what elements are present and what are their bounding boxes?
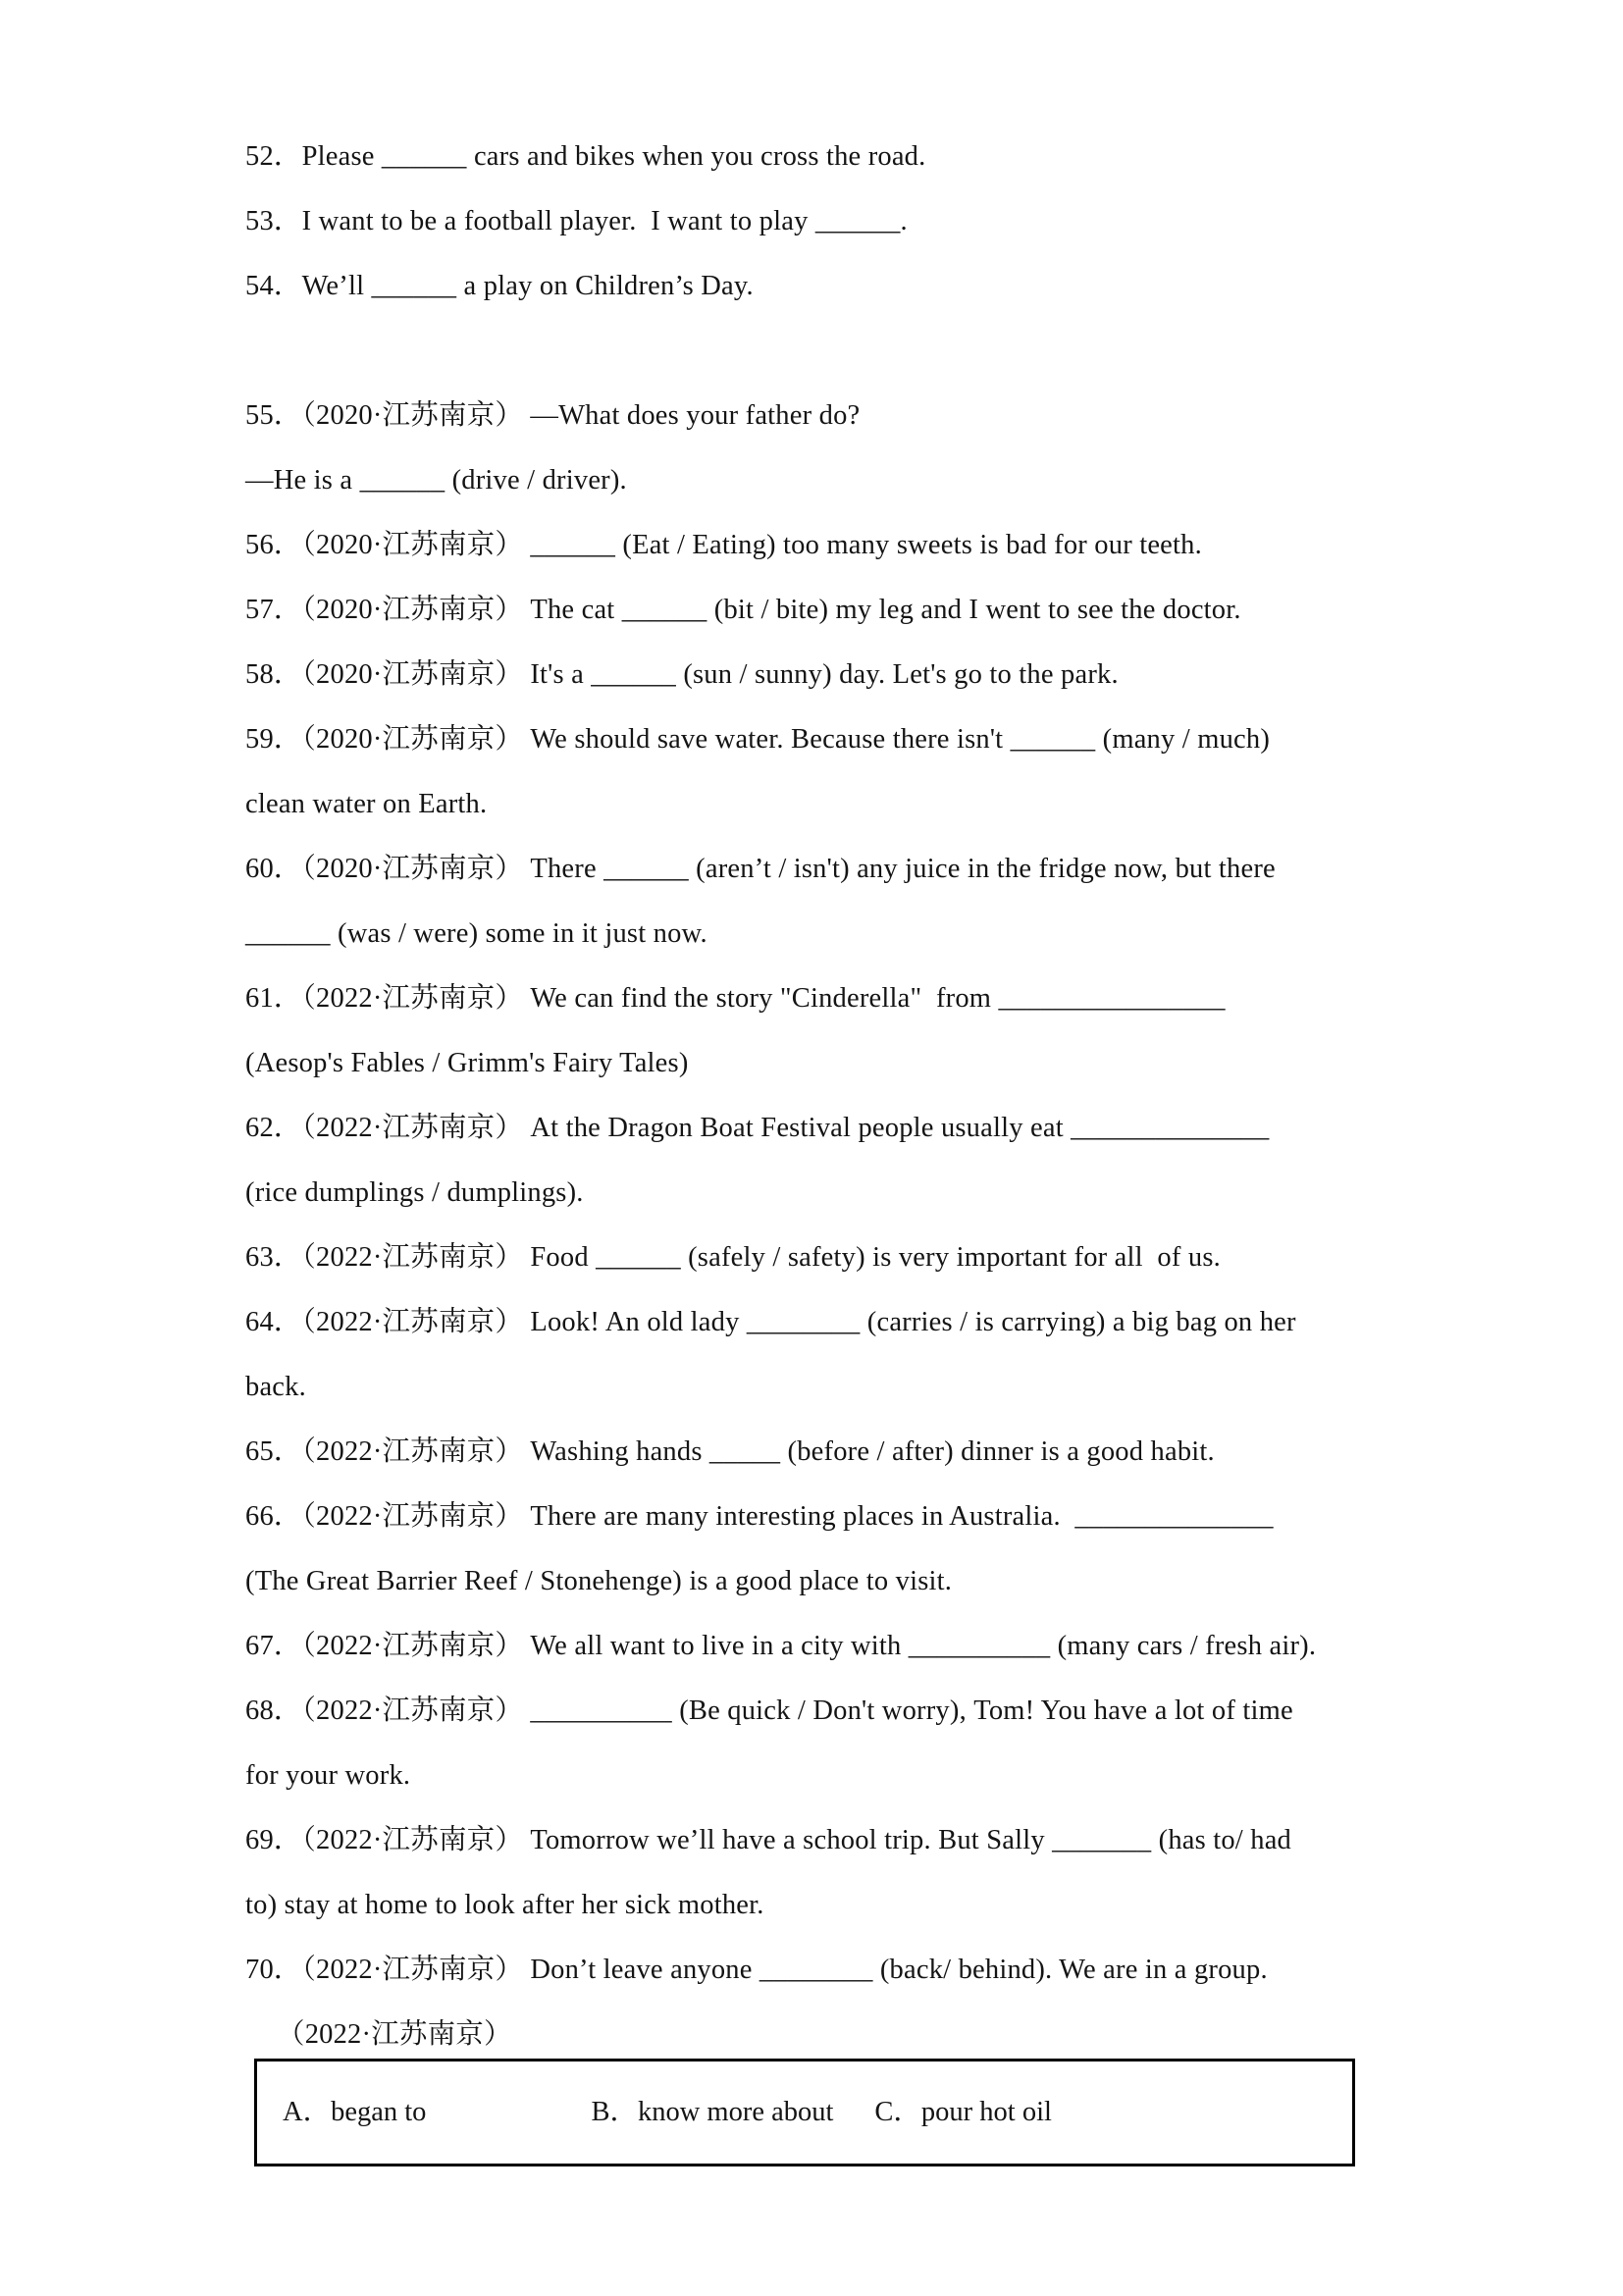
- exercise-line: 57．（2020·江苏南京） The cat ______ (bit / bite) my leg and I went to see the doctor.: [245, 595, 1241, 625]
- exercise-line: 67．（2022·江苏南京） We all want to live in a city with __________ (many cars / fresh air).: [245, 1631, 1317, 1661]
- exercise-line: 64．（2022·江苏南京） Look! An old lady ________ (carries / is carrying) a big bag on her: [245, 1307, 1296, 1337]
- exercise-line: 62．（2022·江苏南京） At the Dragon Boat Festival people usually eat ______________: [245, 1113, 1270, 1143]
- exercise-line: 56．（2020·江苏南京） ______ (Eat / Eating) too many sweets is bad for our teeth.: [245, 530, 1202, 560]
- exercise-line: 55．（2020·江苏南京） —What does your father do?: [245, 400, 861, 431]
- blank-line: [245, 319, 1393, 384]
- answer-option: A．began to: [283, 2096, 427, 2127]
- exercise-line: 61．（2022·江苏南京） We can find the story "Cinderella" from ________________: [245, 983, 1226, 1014]
- exercise-line: 63．（2022·江苏南京） Food ______ (safely / safety) is very important for all of us.: [245, 1242, 1221, 1273]
- exercise-line: 59．（2020·江苏南京） We should save water. Because there isn't ______ (many / much): [245, 724, 1271, 755]
- document-lines: [245, 125, 1393, 2067]
- exercise-line: 68．（2022·江苏南京） __________ (Be quick / Don't worry), Tom! You have a lot of time: [245, 1696, 1293, 1726]
- exercise-line: (Aesop's Fables / Grimm's Fairy Tales): [245, 1048, 689, 1078]
- answer-options-box: [254, 2059, 1355, 2166]
- exercise-line: (The Great Barrier Reef / Stonehenge) is a good place to visit.: [245, 1566, 953, 1596]
- exercise-line: 65．（2022·江苏南京） Washing hands _____ (before / after) dinner is a good habit.: [245, 1436, 1215, 1467]
- exercise-line: clean water on Earth.: [245, 789, 488, 819]
- exercise-line: (rice dumplings / dumplings).: [245, 1177, 584, 1208]
- exercise-line: 60．（2020·江苏南京） There ______ (aren’t / isn't) any juice in the fridge now, but there: [245, 854, 1276, 884]
- exercise-line: （2022·江苏南京）: [277, 2019, 512, 2050]
- exercise-line: to) stay at home to look after her sick mother.: [245, 1890, 764, 1920]
- exercise-line: 70．（2022·江苏南京） Don’t leave anyone ________ (back/ behind). We are in a group.: [245, 1955, 1268, 1985]
- exercise-line: 53．I want to be a football player. I want to play ______.: [245, 206, 908, 236]
- exercise-line: 66．（2022·江苏南京） There are many interesting places in Australia. ______________: [245, 1501, 1274, 1532]
- exercise-line: back.: [245, 1372, 306, 1402]
- exercise-line: for your work.: [245, 1760, 411, 1791]
- exercise-line: 69．（2022·江苏南京） Tomorrow we’ll have a school trip. But Sally _______ (has to/ had: [245, 1825, 1291, 1855]
- exercise-line: —He is a ______ (drive / driver).: [245, 465, 627, 496]
- answer-option: B．know more about: [591, 2096, 834, 2127]
- exercise-line: 54．We’ll ______ a play on Children’s Day.: [245, 271, 754, 301]
- exercise-line: 52．Please ______ cars and bikes when you cross the road.: [245, 141, 926, 172]
- exercise-line: ______ (was / were) some in it just now.: [245, 918, 707, 949]
- exercise-line: 58．（2020·江苏南京） It's a ______ (sun / sunny) day. Let's go to the park.: [245, 659, 1119, 690]
- answer-option: C．pour hot oil: [874, 2096, 1052, 2127]
